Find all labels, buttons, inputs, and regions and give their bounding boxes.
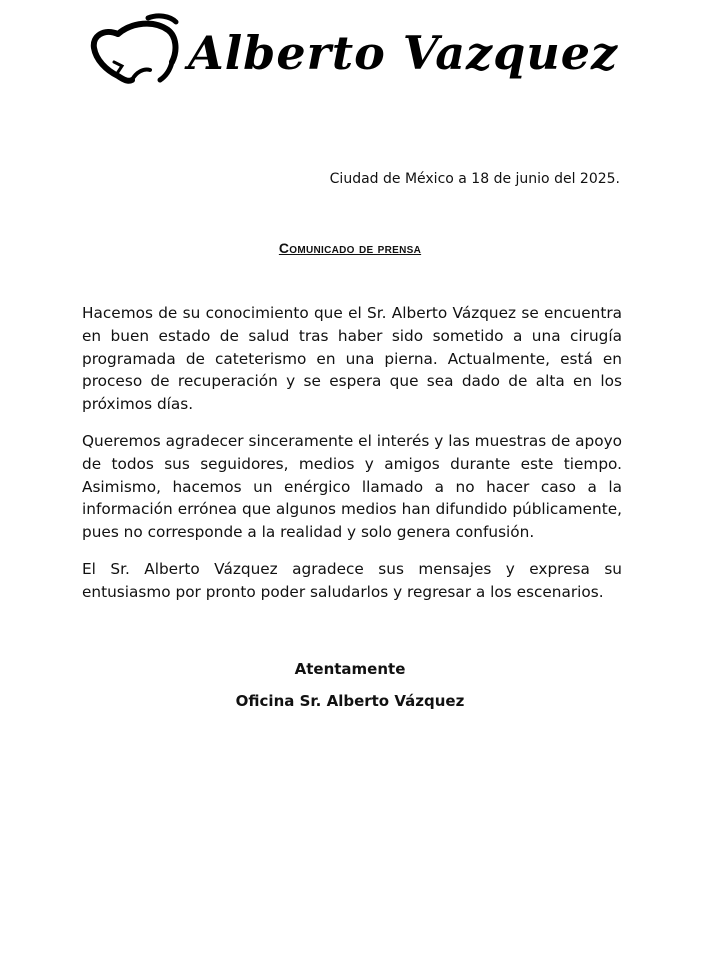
letterhead bbox=[88, 6, 619, 98]
paragraph: Hacemos de su conocimiento que el Sr. Alberto Vázquez se encuentra en buen estado de salud tras haber sido sometido a una cirugía programada de cateterismo en una pierna. Actualmente, está en proceso de recuperación y se espera que sea dado de alta en los próximos días. bbox=[82, 304, 622, 414]
document-heading: Comunicado de prensa bbox=[278, 240, 422, 256]
document-body bbox=[82, 302, 622, 618]
paragraph: Queremos agradecer sinceramente el interés y las muestras de apoyo de todos sus seguidores, medios y amigos durante este tiempo. Asimismo, hacemos un enérgico llamado a no hacer caso a la información errónea que algunos medios han difundido públicamente, pues no corresponde a la realidad y solo genera confusión. bbox=[82, 431, 622, 542]
signature-line: Oficina Sr. Alberto Vázquez bbox=[235, 692, 465, 710]
closing-line: Atentamente bbox=[294, 660, 406, 678]
paragraph: El Sr. Alberto Vázquez agradece sus mensajes y expresa su entusiasmo por pronto poder saludarlos y regresar a los escenarios. bbox=[82, 559, 622, 601]
bull-head-logo-icon bbox=[88, 10, 184, 86]
letterhead-name: Alberto Vazquez bbox=[188, 26, 619, 80]
date-line: Ciudad de México a 18 de junio del 2025. bbox=[329, 171, 620, 187]
